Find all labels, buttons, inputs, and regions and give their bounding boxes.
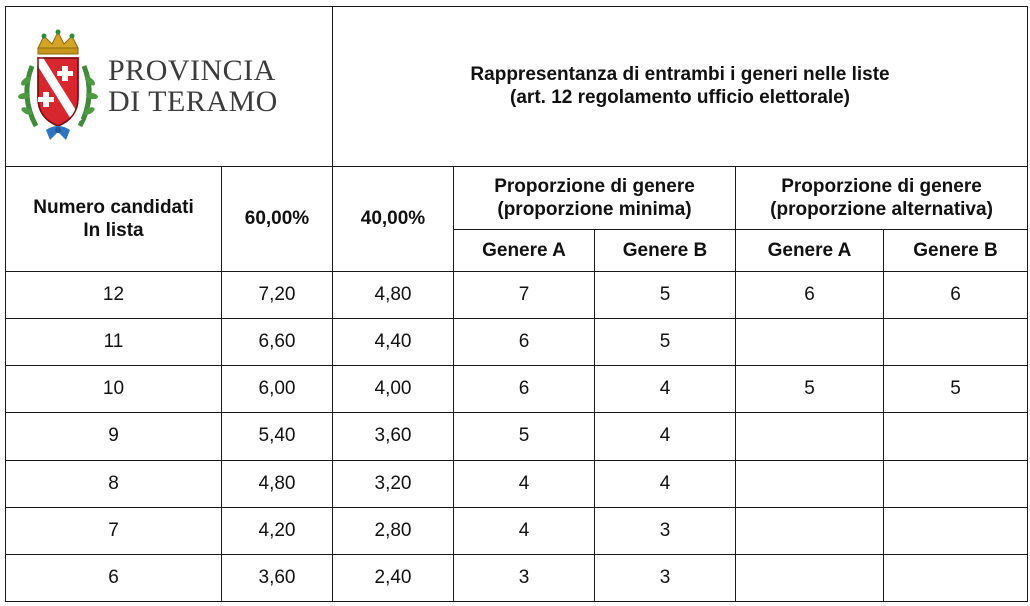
cell-pct40: 2,40 (333, 554, 454, 601)
cell-min-genere-b: 5 (595, 271, 736, 318)
table-row (6, 460, 1028, 507)
header-prop-minima (454, 166, 736, 229)
cell-pct40: 3,20 (333, 460, 454, 507)
cell-alt-genere-b (884, 554, 1028, 601)
logo-text (108, 55, 278, 117)
title-line-1: Rappresentanza di entrambi i generi nelle liste (470, 64, 890, 86)
cell-pct60: 6,00 (222, 366, 333, 413)
cell-pct60: 3,60 (222, 554, 333, 601)
table-row (6, 366, 1028, 413)
cell-min-genere-b: 3 (595, 554, 736, 601)
cell-num-candidati: 10 (6, 366, 222, 413)
header-prop-minima-line2: (proporzione minima) (497, 198, 692, 220)
cell-min-genere-a: 3 (454, 554, 595, 601)
cell-alt-genere-b (884, 319, 1028, 366)
header-num-candidati (6, 166, 222, 271)
cell-num-candidati: 11 (6, 319, 222, 366)
electoral-gender-table (5, 6, 1028, 602)
cell-num-candidati: 8 (6, 460, 222, 507)
table-row (6, 413, 1028, 460)
table-row (6, 271, 1028, 318)
cell-alt-genere-b: 6 (884, 271, 1028, 318)
cell-min-genere-b: 4 (595, 366, 736, 413)
cell-min-genere-a: 7 (454, 271, 595, 318)
header-prop-minima-line1: Proporzione di genere (494, 175, 695, 197)
cell-pct40: 2,80 (333, 507, 454, 554)
cell-alt-genere-a: 6 (736, 271, 884, 318)
cell-alt-genere-b: 5 (884, 366, 1028, 413)
cell-alt-genere-a (736, 460, 884, 507)
cell-alt-genere-a (736, 319, 884, 366)
coat-of-arms-icon (16, 26, 100, 146)
page-title (333, 7, 1028, 167)
cell-alt-genere-a (736, 554, 884, 601)
cell-pct40: 4,00 (333, 366, 454, 413)
cell-alt-genere-a: 5 (736, 366, 884, 413)
cell-min-genere-b: 3 (595, 507, 736, 554)
logo-line-1: PROVINCIA (108, 54, 276, 88)
cell-num-candidati: 6 (6, 554, 222, 601)
cell-min-genere-a: 4 (454, 507, 595, 554)
cell-pct40: 4,80 (333, 271, 454, 318)
header-min-genere-a: Genere A (454, 229, 595, 271)
cell-min-genere-a: 6 (454, 366, 595, 413)
header-row-groups (6, 166, 1028, 229)
cell-min-genere-b: 4 (595, 413, 736, 460)
cell-alt-genere-b (884, 460, 1028, 507)
table-row (6, 554, 1028, 601)
header-row-title (6, 7, 1028, 167)
cell-min-genere-a: 4 (454, 460, 595, 507)
cell-num-candidati: 7 (6, 507, 222, 554)
header-pct40: 40,00% (333, 166, 454, 271)
table-row (6, 507, 1028, 554)
cell-min-genere-b: 5 (595, 319, 736, 366)
header-pct60: 60,00% (222, 166, 333, 271)
title-line-2: (art. 12 regolamento ufficio elettorale) (510, 87, 850, 109)
header-prop-alternativa-line1: Proporzione di genere (781, 175, 982, 197)
cell-pct60: 6,60 (222, 319, 333, 366)
cell-alt-genere-a (736, 413, 884, 460)
header-min-genere-b: Genere B (595, 229, 736, 271)
cell-min-genere-b: 4 (595, 460, 736, 507)
table-row (6, 319, 1028, 366)
cell-pct60: 5,40 (222, 413, 333, 460)
cell-pct60: 4,80 (222, 460, 333, 507)
cell-pct40: 3,60 (333, 413, 454, 460)
header-prop-alternativa (736, 166, 1028, 229)
header-prop-alternativa-line2: (proporzione alternativa) (770, 198, 993, 220)
cell-pct40: 4,40 (333, 319, 454, 366)
cell-pct60: 4,20 (222, 507, 333, 554)
cell-alt-genere-b (884, 507, 1028, 554)
cell-alt-genere-a (736, 507, 884, 554)
logo-cell (6, 7, 333, 167)
header-alt-genere-a: Genere A (736, 229, 884, 271)
cell-pct60: 7,20 (222, 271, 333, 318)
cell-min-genere-a: 6 (454, 319, 595, 366)
cell-num-candidati: 9 (6, 413, 222, 460)
header-num-candidati-line1: Numero candidati (33, 196, 194, 218)
provincia-logo (6, 26, 332, 146)
cell-num-candidati: 12 (6, 271, 222, 318)
header-alt-genere-b: Genere B (884, 229, 1028, 271)
logo-line-2: DI TERAMO (108, 85, 278, 119)
cell-alt-genere-b (884, 413, 1028, 460)
cell-min-genere-a: 5 (454, 413, 595, 460)
header-num-candidati-line2: In lista (83, 219, 144, 241)
